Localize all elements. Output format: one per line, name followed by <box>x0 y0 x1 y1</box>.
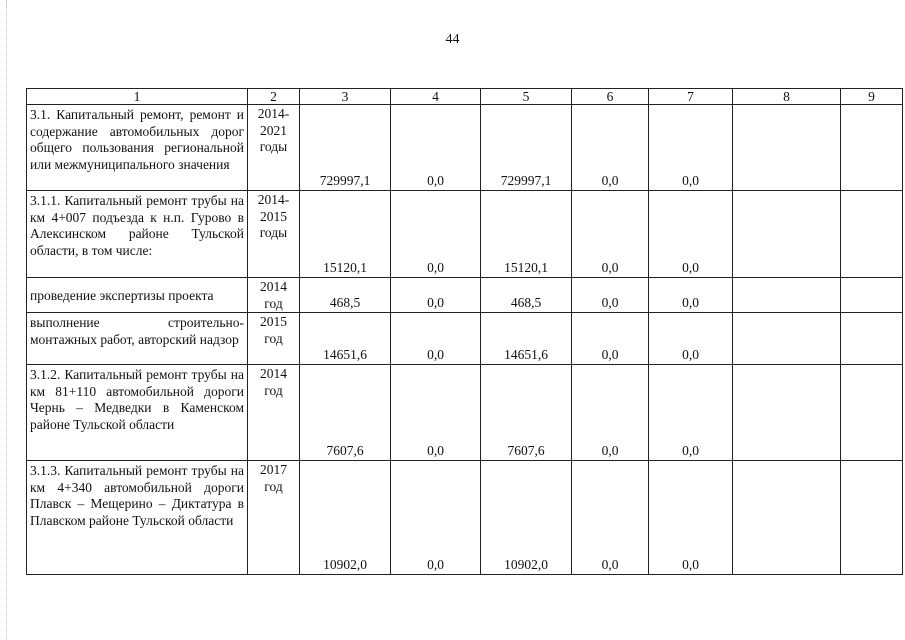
header-cell: 3 <box>300 89 391 105</box>
cell-col7: 0,0 <box>649 191 733 278</box>
cell-col6: 0,0 <box>572 105 649 191</box>
table-row <box>27 105 903 191</box>
cell-total: 15120,1 <box>300 191 391 278</box>
cell-col9 <box>841 278 903 313</box>
cell-total: 729997,1 <box>300 105 391 191</box>
header-cell: 4 <box>391 89 481 105</box>
table-row <box>27 461 903 575</box>
row-name: 3.1.2. Капитальный ремонт трубы на км 81+110 автомобильной дороги Чернь – Медведки в Каменском районе Тульской области <box>27 365 248 461</box>
cell-col4: 0,0 <box>391 365 481 461</box>
cell-col8 <box>733 105 841 191</box>
header-cell: 7 <box>649 89 733 105</box>
cell-total: 14651,6 <box>300 313 391 365</box>
cell-col8 <box>733 278 841 313</box>
cell-col4: 0,0 <box>391 191 481 278</box>
cell-col6: 0,0 <box>572 365 649 461</box>
cell-col4: 0,0 <box>391 461 481 575</box>
cell-col4: 0,0 <box>391 278 481 313</box>
cell-col4: 0,0 <box>391 313 481 365</box>
table-header-row <box>27 89 903 105</box>
table-row <box>27 191 903 278</box>
cell-col5: 15120,1 <box>481 191 572 278</box>
budget-table <box>26 88 903 575</box>
cell-total: 10902,0 <box>300 461 391 575</box>
cell-col9 <box>841 191 903 278</box>
table-row <box>27 365 903 461</box>
header-cell: 8 <box>733 89 841 105</box>
row-name: выполнение строительно-монтажных работ, авторский надзор <box>27 313 248 365</box>
cell-col6: 0,0 <box>572 461 649 575</box>
cell-col8 <box>733 191 841 278</box>
cell-total: 468,5 <box>300 278 391 313</box>
row-name: 3.1.3. Капитальный ремонт трубы на км 4+340 автомобильной дороги Плавск – Мещерино – Диктатура в Плавском районе Тульской области <box>27 461 248 575</box>
cell-col6: 0,0 <box>572 278 649 313</box>
cell-col8 <box>733 365 841 461</box>
row-name: 3.1. Капитальный ремонт, ремонт и содержание автомобильных дорог общего пользования региональной или межмуниципального значения <box>27 105 248 191</box>
row-period: 2014-2015 годы <box>248 191 300 278</box>
cell-col6: 0,0 <box>572 313 649 365</box>
cell-col5: 729997,1 <box>481 105 572 191</box>
header-cell: 9 <box>841 89 903 105</box>
table-row <box>27 278 903 313</box>
row-period: 2017 год <box>248 461 300 575</box>
cell-col8 <box>733 313 841 365</box>
cell-col4: 0,0 <box>391 105 481 191</box>
row-period: 2015 год <box>248 313 300 365</box>
page-number: 44 <box>445 32 460 47</box>
cell-total: 7607,6 <box>300 365 391 461</box>
cell-col9 <box>841 461 903 575</box>
header-cell: 5 <box>481 89 572 105</box>
header-cell: 6 <box>572 89 649 105</box>
cell-col7: 0,0 <box>649 461 733 575</box>
row-period: 2014 год <box>248 365 300 461</box>
cell-col7: 0,0 <box>649 313 733 365</box>
cell-col7: 0,0 <box>649 105 733 191</box>
row-period: 2014-2021 годы <box>248 105 300 191</box>
header-cell: 2 <box>248 89 300 105</box>
header-cell: 1 <box>27 89 248 105</box>
margin-dotted-line <box>6 0 11 640</box>
row-period: 2014 год <box>248 278 300 313</box>
cell-col5: 468,5 <box>481 278 572 313</box>
cell-col9 <box>841 313 903 365</box>
row-name: 3.1.1. Капитальный ремонт трубы на км 4+007 подъезда к н.п. Гурово в Алексинском районе Тульской области, в том числе: <box>27 191 248 278</box>
cell-col7: 0,0 <box>649 278 733 313</box>
cell-col5: 10902,0 <box>481 461 572 575</box>
cell-col7: 0,0 <box>649 365 733 461</box>
cell-col5: 7607,6 <box>481 365 572 461</box>
cell-col9 <box>841 105 903 191</box>
cell-col6: 0,0 <box>572 191 649 278</box>
cell-col8 <box>733 461 841 575</box>
table-row <box>27 313 903 365</box>
cell-col5: 14651,6 <box>481 313 572 365</box>
row-name: проведение экспертизы проекта <box>27 278 248 313</box>
cell-col9 <box>841 365 903 461</box>
